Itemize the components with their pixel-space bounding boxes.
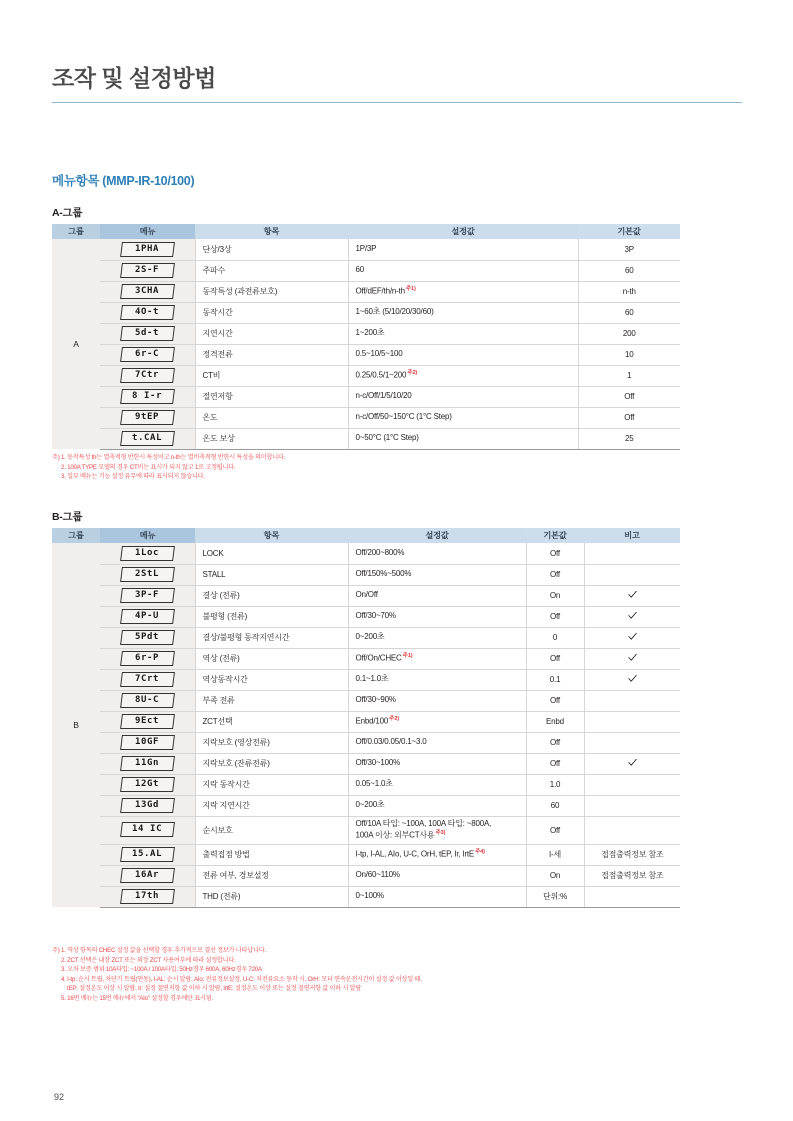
check-icon — [628, 674, 637, 683]
table-row — [52, 260, 680, 281]
table-row — [52, 774, 680, 795]
item-name-cell: 동작특성 (과전류보호) — [195, 281, 348, 302]
item-name-cell: 순시보호 — [195, 816, 348, 844]
page-number: 92 — [54, 1092, 65, 1102]
item-name-cell: CT비 — [195, 365, 348, 386]
table-group-a — [52, 224, 680, 450]
setting-value-cell: 1~60초 (5/10/20/30/60) — [348, 302, 578, 323]
setting-value-cell: 0~100% — [348, 886, 526, 907]
lcd-code-display: 3P-F — [120, 588, 175, 603]
column-header-menu: 메뉴 — [100, 528, 195, 543]
menu-code-cell — [100, 844, 195, 865]
table-row — [52, 795, 680, 816]
item-name-cell: 지락보호 (잔류전류) — [195, 753, 348, 774]
column-header-menu: 메뉴 — [100, 224, 195, 239]
menu-code-cell — [100, 543, 195, 564]
menu-code-cell — [100, 344, 195, 365]
menu-code-cell — [100, 648, 195, 669]
table-row — [52, 753, 680, 774]
table-row — [52, 816, 680, 844]
remark-cell — [584, 816, 680, 844]
footnote-marker: 주1) — [405, 285, 416, 292]
item-name-cell: 단상/3상 — [195, 239, 348, 260]
item-name-cell: 절연저항 — [195, 386, 348, 407]
column-header-group: 그룹 — [52, 224, 100, 239]
footnote-line: 3. 오차 보증 범위 10A타입: ~100A / 100A타입: 50Hz경우 600A, 60Hz경우 720A — [61, 966, 262, 974]
menu-code-cell — [100, 732, 195, 753]
remark-cell: 접점출력정보 참조 — [584, 865, 680, 886]
remark-cell — [584, 606, 680, 627]
item-name-cell: 전류 여부, 경보설정 — [195, 865, 348, 886]
menu-code-cell — [100, 865, 195, 886]
item-name-cell: 지연시간 — [195, 323, 348, 344]
remark-cell — [584, 564, 680, 585]
item-name-cell: STALL — [195, 564, 348, 585]
group-a-label-wrap — [52, 205, 82, 220]
default-value-cell: Off — [526, 753, 584, 774]
lcd-code-display: 7Crt — [120, 672, 175, 687]
menu-code-cell — [100, 627, 195, 648]
remark-cell — [584, 585, 680, 606]
remark-cell — [584, 753, 680, 774]
table-row — [52, 886, 680, 907]
default-value-cell: Off — [526, 564, 584, 585]
check-icon — [628, 590, 637, 599]
default-value-cell: Off — [526, 732, 584, 753]
setting-value-cell: 0.25/0.5/1~200$^{주2)}$ — [348, 365, 578, 386]
lcd-code-display: 2StL — [120, 567, 175, 582]
setting-value-cell: 1~200초 — [348, 323, 578, 344]
setting-value-cell: On/60~110% — [348, 865, 526, 886]
lcd-code-display: 9Ect — [120, 714, 175, 729]
setting-value-cell: 0.1~1.0초 — [348, 669, 526, 690]
default-value-cell: Off — [578, 386, 680, 407]
menu-code-cell — [100, 606, 195, 627]
table-row — [52, 543, 680, 564]
lcd-code-display: 1PHA — [120, 242, 175, 257]
item-name-cell: 지락 동작시간 — [195, 774, 348, 795]
setting-value-cell: Enbd/100$^{주2)}$ — [348, 711, 526, 732]
item-name-cell: 출력접점 방법 — [195, 844, 348, 865]
remark-cell — [584, 669, 680, 690]
table-row — [52, 302, 680, 323]
menu-code-cell — [100, 428, 195, 449]
lcd-code-display: 5Pdt — [120, 630, 175, 645]
table-row — [52, 648, 680, 669]
item-name-cell: 주파수 — [195, 260, 348, 281]
table-b-head — [52, 528, 680, 543]
table-row — [52, 711, 680, 732]
menu-code-cell — [100, 386, 195, 407]
setting-value-cell: Off/30~100% — [348, 753, 526, 774]
lcd-code-display: 4P-U — [120, 609, 175, 624]
menu-code-cell — [100, 816, 195, 844]
item-name-cell: 온도 보상 — [195, 428, 348, 449]
remark-cell — [584, 711, 680, 732]
column-header-item: 항목 — [195, 528, 348, 543]
table-group-b — [52, 528, 680, 908]
setting-value-cell: Off/On/CHEC$^{주1)}$ — [348, 648, 526, 669]
check-icon — [628, 632, 637, 641]
group-name-cell: B — [52, 543, 100, 907]
default-value-cell: Off — [526, 648, 584, 669]
table-row — [52, 407, 680, 428]
default-value-cell: I-세 — [526, 844, 584, 865]
lcd-code-display: 1Loc — [120, 546, 175, 561]
menu-code-cell — [100, 564, 195, 585]
table-row — [52, 606, 680, 627]
setting-value-cell: 60 — [348, 260, 578, 281]
default-value-cell: 0 — [526, 627, 584, 648]
default-value-cell: Off — [526, 690, 584, 711]
lcd-code-display: 12Gt — [120, 777, 175, 792]
footnote-line: 주) 1. 동작특성 th는 열축적형 반한시 특성이고 n-th는 열비축적형 반한시 특성을 의미합니다. — [52, 454, 286, 461]
lcd-code-display: 11Gn — [120, 756, 175, 771]
footnote-line: 3. 일부 메뉴는 기능 설정 유무에 따라 표시되지 않습니다. — [61, 473, 205, 481]
menu-code-cell — [100, 281, 195, 302]
footnote-line: 5. 16번 메뉴는 15번 메뉴에서 "AIo" 설정할 경우에만 표시됨. — [61, 995, 213, 1003]
table-row — [52, 844, 680, 865]
default-value-cell: 단위:% — [526, 886, 584, 907]
lcd-code-display: t.CAL — [120, 431, 175, 446]
setting-value-cell: Off/dEF/th/n-th$^{주1)}$ — [348, 281, 578, 302]
footnote-marker: 주3) — [435, 829, 446, 836]
lcd-code-display: 2S-F — [120, 263, 175, 278]
default-value-cell: On — [526, 865, 584, 886]
setting-value-cell: Off/200~800% — [348, 543, 526, 564]
lcd-code-display: 7Ctr — [120, 368, 175, 383]
lcd-code-display: 4O-t — [120, 305, 175, 320]
table-row — [52, 585, 680, 606]
remark-cell — [584, 774, 680, 795]
footnote-line: 2. ZCT 선택은 내장 ZCT 또는 외장 ZCT 사용여부에 따라 설정합니다. — [61, 956, 236, 964]
default-value-cell: Off — [578, 407, 680, 428]
footnote-marker: 주4) — [475, 848, 485, 855]
setting-value-cell: Off/30~90% — [348, 690, 526, 711]
setting-value-cell: 0.05~1.0초 — [348, 774, 526, 795]
default-value-cell: 60 — [578, 260, 680, 281]
table-row — [52, 239, 680, 260]
check-icon — [628, 611, 637, 620]
remark-cell — [584, 886, 680, 907]
page-title: 조작 및 설정방법 — [52, 65, 216, 91]
table-row — [52, 732, 680, 753]
table-a-body — [52, 239, 680, 449]
group-b-footnotes — [52, 946, 422, 1004]
item-name-cell: THD (전류) — [195, 886, 348, 907]
footnote-marker: 주2) — [389, 715, 399, 722]
remark-cell — [584, 690, 680, 711]
menu-code-cell — [100, 774, 195, 795]
group-a-label: A-그룹 — [52, 207, 83, 219]
lcd-code-display: 9tEP — [120, 410, 175, 425]
table-row — [52, 690, 680, 711]
table-row — [52, 386, 680, 407]
footnote-line: tEP: 설정온도 이상 시 알람, Ir: 설정 절연저항 값 이하 시 알람, IrtE: 설정온도 이상 또는 설정 절연저항 값 이하 시 알람 — [67, 985, 362, 993]
item-name-cell: 결상/불평형 동작지연시간 — [195, 627, 348, 648]
footnote-line: 4. I-tp: 순시 트립, 차단기 트립(연동), I-AL: 순시 알람, AIo: 전류정보설정, U-C: 저전류요소 동작 시, OrH: 모터 연속운전시간이 설정 값 이상일 때, — [61, 975, 422, 983]
column-header-group: 그룹 — [52, 528, 100, 543]
setting-value-cell: On/Off — [348, 585, 526, 606]
table-row — [52, 669, 680, 690]
item-name-cell: 동작시간 — [195, 302, 348, 323]
table-b-header-row — [52, 528, 680, 543]
lcd-code-display: 15.AL — [120, 847, 175, 862]
item-name-cell: 부족 전류 — [195, 690, 348, 711]
footnote-line: 주) 1. 역상 항목의 CHEC 설정 값을 선택할 경우 추가적으로 결선 정보가 나타납니다. — [52, 947, 266, 954]
lcd-code-display: 8U-C — [120, 693, 175, 708]
table-row — [52, 281, 680, 302]
check-icon — [628, 653, 637, 662]
column-header-remark: 비고 — [584, 528, 680, 543]
lcd-code-display: 14 IC — [120, 822, 175, 837]
default-value-cell: 10 — [578, 344, 680, 365]
remark-cell: 접점출력정보 참조 — [584, 844, 680, 865]
page-header — [52, 66, 742, 103]
lcd-code-display: 6r-C — [120, 347, 175, 362]
table-row — [52, 344, 680, 365]
footnote-marker: 주1) — [402, 652, 413, 659]
item-name-cell: 정격전류 — [195, 344, 348, 365]
item-name-cell: 온도 — [195, 407, 348, 428]
table-row — [52, 365, 680, 386]
column-header-default: 기본값 — [578, 224, 680, 239]
default-value-cell: Off — [526, 816, 584, 844]
default-value-cell: 3P — [578, 239, 680, 260]
menu-code-cell — [100, 407, 195, 428]
section-heading: 메뉴항목 (MMP-IR-10/100) — [52, 174, 195, 188]
table-b-body — [52, 543, 680, 907]
remark-cell — [584, 543, 680, 564]
setting-value-cell: n-c/Off/1/5/10/20 — [348, 386, 578, 407]
default-value-cell: 1.0 — [526, 774, 584, 795]
menu-code-cell — [100, 886, 195, 907]
menu-code-cell — [100, 753, 195, 774]
item-name-cell: ZCT선택 — [195, 711, 348, 732]
footnote-line: 2. 100A TYPE 모델의 경우 CT비는 표시가 되지 않고 1로 고정됩니다. — [61, 463, 236, 471]
item-name-cell: 불평형 (전류) — [195, 606, 348, 627]
menu-code-cell — [100, 795, 195, 816]
menu-code-cell — [100, 302, 195, 323]
menu-code-cell — [100, 323, 195, 344]
table-row — [52, 564, 680, 585]
menu-code-cell — [100, 365, 195, 386]
menu-code-cell — [100, 669, 195, 690]
check-icon — [628, 758, 637, 767]
setting-value-cell: 0~200초 — [348, 795, 526, 816]
setting-value-cell: 0~50°C (1°C Step) — [348, 428, 578, 449]
table-row — [52, 428, 680, 449]
setting-value-cell: Off/30~70% — [348, 606, 526, 627]
menu-code-cell — [100, 585, 195, 606]
item-name-cell: 역상동작시간 — [195, 669, 348, 690]
group-a-footnotes — [52, 453, 285, 482]
group-b-label-wrap — [52, 509, 82, 524]
default-value-cell: 0.1 — [526, 669, 584, 690]
item-name-cell: 지락 지연시간 — [195, 795, 348, 816]
setting-value-cell: 0~200초 — [348, 627, 526, 648]
table-row — [52, 627, 680, 648]
default-value-cell: On — [526, 585, 584, 606]
default-value-cell: 200 — [578, 323, 680, 344]
group-name-cell: A — [52, 239, 100, 449]
table-a-head — [52, 224, 680, 239]
default-value-cell: Off — [526, 606, 584, 627]
footnote-marker: 주2) — [407, 369, 418, 376]
setting-value-cell: Off/150%~500% — [348, 564, 526, 585]
item-name-cell: LOCK — [195, 543, 348, 564]
remark-cell — [584, 795, 680, 816]
column-header-setting: 설정값 — [348, 224, 578, 239]
menu-code-cell — [100, 711, 195, 732]
lcd-code-display: 8 I-r — [120, 389, 175, 404]
group-b-label: B-그룹 — [52, 511, 83, 523]
lcd-code-display: 16Ar — [120, 868, 175, 883]
title-divider — [52, 102, 742, 103]
lcd-code-display: 17th — [120, 889, 175, 904]
remark-cell — [584, 627, 680, 648]
item-name-cell: 결상 (전류) — [195, 585, 348, 606]
default-value-cell: 60 — [578, 302, 680, 323]
lcd-code-display: 13Gd — [120, 798, 175, 813]
setting-value-cell: Off/0.03/0.05/0.1~3.0 — [348, 732, 526, 753]
default-value-cell: 25 — [578, 428, 680, 449]
column-header-item: 항목 — [195, 224, 348, 239]
menu-code-cell — [100, 239, 195, 260]
column-header-setting: 설정값 — [348, 528, 526, 543]
setting-value-cell: 1P/3P — [348, 239, 578, 260]
table-a-header-row — [52, 224, 680, 239]
menu-code-cell — [100, 260, 195, 281]
lcd-code-display: 3CHA — [120, 284, 175, 299]
lcd-code-display: 10GF — [120, 735, 175, 750]
setting-value-cell: 0.5~10/5~100 — [348, 344, 578, 365]
setting-value-cell: n-c/Off/50~150°C (1°C Step) — [348, 407, 578, 428]
column-header-default: 기본값 — [526, 528, 584, 543]
remark-cell — [584, 648, 680, 669]
table-row — [52, 865, 680, 886]
setting-value-cell: I-tp, I-AL, AIo, U-C, OrH, tEP, Ir, IrtE$^{주4)}$ — [348, 844, 526, 865]
setting-value-cell: Off/10A 타입: ~100A, 100A 타입: ~800A, 100A 이상: 외부CT사용$^{주3)}$ — [348, 816, 526, 844]
default-value-cell: 1 — [578, 365, 680, 386]
table-row — [52, 323, 680, 344]
default-value-cell: n-th — [578, 281, 680, 302]
remark-cell — [584, 732, 680, 753]
default-value-cell: Off — [526, 543, 584, 564]
group-b-table-wrap — [52, 528, 680, 908]
group-a-table-wrap — [52, 224, 680, 450]
lcd-code-display: 6r-P — [120, 651, 175, 666]
lcd-code-display: 5d-t — [120, 326, 175, 341]
item-name-cell: 지락보호 (영상전류) — [195, 732, 348, 753]
item-name-cell: 역상 (전류) — [195, 648, 348, 669]
menu-code-cell — [100, 690, 195, 711]
default-value-cell: 60 — [526, 795, 584, 816]
default-value-cell: Enbd — [526, 711, 584, 732]
